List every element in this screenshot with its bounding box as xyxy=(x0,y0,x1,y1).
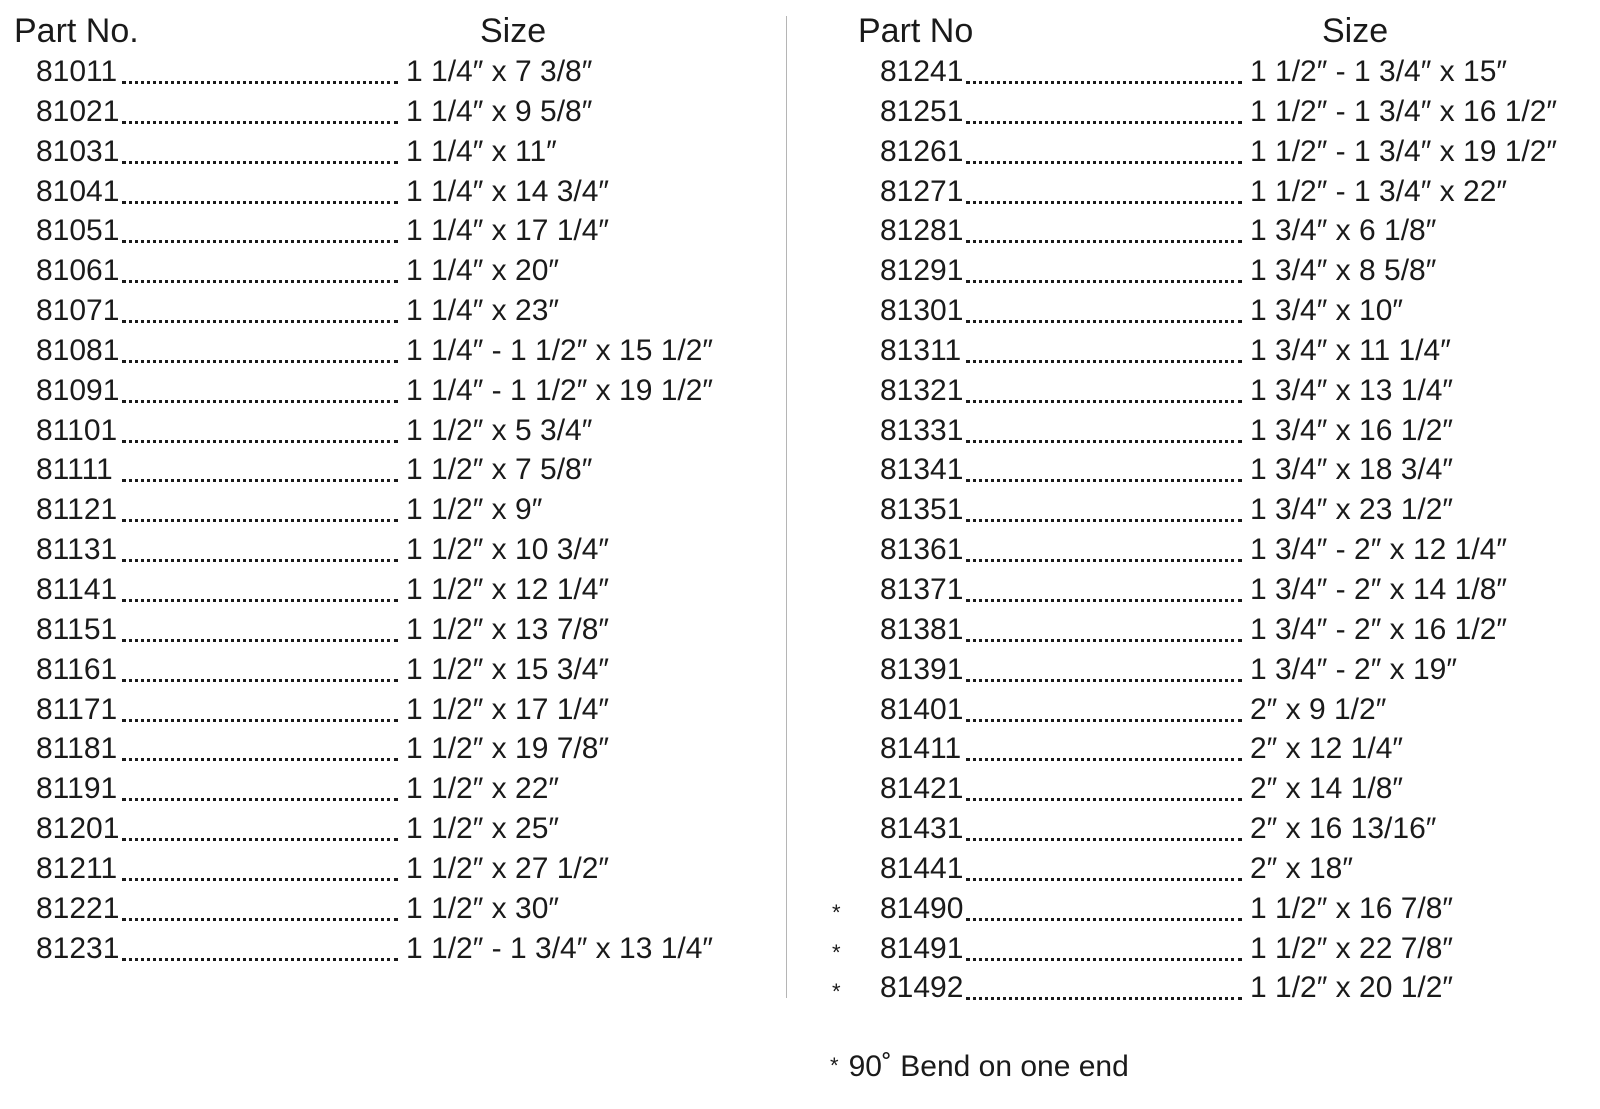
table-row xyxy=(0,650,780,690)
part-number: 81031 xyxy=(36,134,120,168)
part-number: 81301 xyxy=(880,294,964,328)
part-size: 1 3/4″ x 10″ xyxy=(1250,294,1404,328)
dot-leader xyxy=(966,320,1242,323)
part-number: 81321 xyxy=(880,373,964,407)
part-size: 1 1/4″ x 14 3/4″ xyxy=(406,174,610,208)
table-row xyxy=(0,889,780,929)
part-size: 2″ x 16 13/16″ xyxy=(1250,812,1437,846)
part-size: 1 1/2″ x 12 1/4″ xyxy=(406,572,610,606)
table-row xyxy=(0,610,780,650)
asterisk-icon: * xyxy=(830,1053,839,1078)
part-size: 1 1/4″ x 17 1/4″ xyxy=(406,214,610,248)
dot-leader xyxy=(122,280,398,283)
part-number: 81041 xyxy=(36,174,120,208)
part-number: 81421 xyxy=(880,772,964,806)
dot-leader xyxy=(122,758,398,761)
part-number: 81101 xyxy=(36,413,118,447)
table-row xyxy=(0,570,780,610)
part-size: 1 1/2″ x 22″ xyxy=(406,772,560,806)
part-size: 1 1/2″ x 27 1/2″ xyxy=(406,851,610,885)
part-size: 2″ x 14 1/8″ xyxy=(1250,772,1404,806)
column-divider xyxy=(786,16,787,998)
table-row xyxy=(832,849,1592,889)
table-row xyxy=(832,490,1592,530)
part-number: 81181 xyxy=(36,732,118,766)
dot-leader xyxy=(122,519,398,522)
table-row xyxy=(832,929,1592,969)
table-row xyxy=(0,450,780,490)
part-number: 81291 xyxy=(880,254,964,288)
part-number: 81361 xyxy=(880,533,964,567)
footnote-text: 90˚ Bend on one end xyxy=(848,1050,1129,1083)
part-number: 81490 xyxy=(880,891,964,925)
dot-leader xyxy=(122,838,398,841)
part-number: 81311 xyxy=(880,333,962,367)
part-size: 1 1/4″ x 20″ xyxy=(406,254,560,288)
table-row xyxy=(832,411,1592,451)
left-header xyxy=(0,0,780,56)
part-size: 1 1/4″ x 11″ xyxy=(406,134,557,168)
right-part-header: Part No xyxy=(858,12,974,50)
part-number: 81151 xyxy=(36,612,118,646)
asterisk-icon: * xyxy=(832,979,841,1005)
table-row xyxy=(832,769,1592,809)
part-number: 81091 xyxy=(36,373,120,407)
table-row xyxy=(832,251,1592,291)
part-size: 1 3/4″ - 2″ x 16 1/2″ xyxy=(1250,612,1508,646)
table-row xyxy=(832,809,1592,849)
dot-leader xyxy=(122,360,398,363)
dot-leader xyxy=(966,240,1242,243)
dot-leader xyxy=(966,798,1242,801)
part-number: 81431 xyxy=(880,812,964,846)
dot-leader xyxy=(122,918,398,921)
part-number: 81111 xyxy=(36,453,113,487)
dot-leader xyxy=(122,161,398,164)
table-row xyxy=(0,490,780,530)
table-row xyxy=(832,690,1592,730)
part-size: 1 1/2″ - 1 3/4″ x 15″ xyxy=(1250,55,1508,88)
left-column xyxy=(0,0,780,965)
table-row xyxy=(0,211,780,251)
dot-leader xyxy=(122,400,398,403)
part-number: 81331 xyxy=(880,413,964,447)
part-number: 81131 xyxy=(36,533,118,567)
dot-leader xyxy=(122,201,398,204)
part-number: 81211 xyxy=(36,851,118,885)
part-number: 81051 xyxy=(36,214,120,248)
dot-leader xyxy=(966,679,1242,682)
part-size: 1 3/4″ x 8 5/8″ xyxy=(1250,254,1437,288)
dot-leader xyxy=(966,838,1242,841)
part-number: 81121 xyxy=(36,493,118,527)
dot-leader xyxy=(966,918,1242,921)
table-row xyxy=(832,172,1592,212)
part-size: 1 1/2″ - 1 3/4″ x 19 1/2″ xyxy=(1250,134,1558,168)
dot-leader xyxy=(122,719,398,722)
part-number: 81141 xyxy=(36,572,118,606)
right-header xyxy=(832,0,1592,56)
table-row xyxy=(832,211,1592,251)
table-row xyxy=(832,570,1592,610)
part-number: 81281 xyxy=(880,214,964,248)
dot-leader xyxy=(122,798,398,801)
part-size: 1 1/4″ - 1 1/2″ x 15 1/2″ xyxy=(406,333,714,367)
table-row xyxy=(832,530,1592,570)
dot-leader xyxy=(122,479,398,482)
part-number: 81381 xyxy=(880,612,964,646)
table-row xyxy=(832,968,1592,1008)
part-number: 81491 xyxy=(880,931,964,965)
part-size: 2″ x 18″ xyxy=(1250,851,1353,885)
part-size: 1 1/2″ x 22 7/8″ xyxy=(1250,931,1454,965)
table-row xyxy=(0,929,780,969)
right-part-list xyxy=(832,52,1592,1008)
part-size: 1 3/4″ x 13 1/4″ xyxy=(1250,373,1454,407)
table-row xyxy=(0,251,780,291)
part-size: 1 1/2″ x 15 3/4″ xyxy=(406,652,610,686)
dot-leader xyxy=(966,121,1242,124)
dot-leader xyxy=(122,559,398,562)
right-size-header: Size xyxy=(1322,12,1389,50)
asterisk-icon: * xyxy=(832,899,841,925)
part-number: 81191 xyxy=(36,772,118,806)
part-size: 1 3/4″ x 6 1/8″ xyxy=(1250,214,1437,248)
part-number: 81241 xyxy=(880,55,964,88)
part-number: 81171 xyxy=(36,692,118,726)
table-row xyxy=(0,411,780,451)
table-row xyxy=(0,132,780,172)
part-size: 2″ x 9 1/2″ xyxy=(1250,692,1387,726)
table-row xyxy=(832,729,1592,769)
part-size: 1 1/2″ x 5 3/4″ xyxy=(406,413,593,447)
part-size: 1 3/4″ - 2″ x 14 1/8″ xyxy=(1250,572,1508,606)
table-row xyxy=(832,132,1592,172)
table-row xyxy=(0,172,780,212)
table-row xyxy=(832,52,1592,92)
part-number: 81391 xyxy=(880,652,964,686)
dot-leader xyxy=(966,958,1242,961)
dot-leader xyxy=(966,440,1242,443)
left-part-header: Part No. xyxy=(14,12,139,50)
table-row xyxy=(0,809,780,849)
table-row xyxy=(832,450,1592,490)
part-size: 1 1/4″ x 9 5/8″ xyxy=(406,94,593,128)
table-row xyxy=(0,92,780,132)
dot-leader xyxy=(122,320,398,323)
left-size-header: Size xyxy=(480,12,547,50)
table-row xyxy=(0,52,780,92)
dot-leader xyxy=(966,758,1242,761)
dot-leader xyxy=(122,599,398,602)
dot-leader xyxy=(122,958,398,961)
dot-leader xyxy=(966,280,1242,283)
part-number: 81221 xyxy=(36,891,120,925)
part-number: 81161 xyxy=(36,652,118,686)
part-size: 1 1/4″ x 23″ xyxy=(406,294,560,328)
part-size: 1 1/4″ x 7 3/8″ xyxy=(406,55,593,88)
table-row xyxy=(0,690,780,730)
footnote xyxy=(830,1050,1129,1084)
table-row xyxy=(832,331,1592,371)
table-row xyxy=(832,291,1592,331)
dot-leader xyxy=(966,719,1242,722)
part-number: 81441 xyxy=(880,851,964,885)
part-number: 81081 xyxy=(36,333,120,367)
part-size: 1 3/4″ x 23 1/2″ xyxy=(1250,493,1454,527)
part-size: 1 1/2″ x 20 1/2″ xyxy=(1250,971,1454,1005)
part-number: 81351 xyxy=(880,493,964,527)
dot-leader xyxy=(966,599,1242,602)
dot-leader xyxy=(966,997,1242,1000)
part-number: 81011 xyxy=(36,55,118,88)
part-size: 1 1/2″ x 30″ xyxy=(406,891,560,925)
dot-leader xyxy=(966,519,1242,522)
dot-leader xyxy=(966,81,1242,84)
part-size: 2″ x 12 1/4″ xyxy=(1250,732,1404,766)
table-row xyxy=(0,769,780,809)
table-row xyxy=(0,291,780,331)
part-size: 1 3/4″ x 18 3/4″ xyxy=(1250,453,1454,487)
part-size: 1 1/4″ - 1 1/2″ x 19 1/2″ xyxy=(406,373,714,407)
dot-leader xyxy=(122,81,398,84)
dot-leader xyxy=(966,360,1242,363)
part-size: 1 1/2″ x 9″ xyxy=(406,493,543,527)
table-row xyxy=(0,530,780,570)
part-number: 81061 xyxy=(36,254,120,288)
part-number: 81251 xyxy=(880,94,964,128)
part-number: 81492 xyxy=(880,971,964,1005)
dot-leader xyxy=(122,440,398,443)
table-row xyxy=(0,331,780,371)
dot-leader xyxy=(966,559,1242,562)
right-column xyxy=(832,0,1592,1005)
part-size: 1 1/2″ - 1 3/4″ x 13 1/4″ xyxy=(406,931,714,965)
table-row xyxy=(832,371,1592,411)
part-number: 81271 xyxy=(880,174,964,208)
part-number: 81371 xyxy=(880,572,964,606)
part-size: 1 3/4″ x 16 1/2″ xyxy=(1250,413,1454,447)
table-row xyxy=(832,92,1592,132)
part-number: 81341 xyxy=(880,453,964,487)
part-size: 1 3/4″ x 11 1/4″ xyxy=(1250,333,1451,367)
part-size: 1 1/2″ x 7 5/8″ xyxy=(406,453,593,487)
part-number: 81071 xyxy=(36,294,120,328)
dot-leader xyxy=(966,479,1242,482)
table-row xyxy=(832,610,1592,650)
dot-leader xyxy=(966,201,1242,204)
dot-leader xyxy=(122,679,398,682)
part-size: 1 1/2″ x 16 7/8″ xyxy=(1250,891,1454,925)
left-part-list xyxy=(0,52,780,968)
part-size: 1 3/4″ - 2″ x 19″ xyxy=(1250,652,1457,686)
dot-leader xyxy=(966,161,1242,164)
table-row xyxy=(0,849,780,889)
dot-leader xyxy=(966,400,1242,403)
dot-leader xyxy=(966,878,1242,881)
table-row xyxy=(832,650,1592,690)
part-size: 1 1/2″ x 17 1/4″ xyxy=(406,692,610,726)
part-size: 1 1/2″ x 25″ xyxy=(406,812,560,846)
part-size: 1 1/2″ x 19 7/8″ xyxy=(406,732,610,766)
part-number: 81231 xyxy=(36,931,120,965)
table-row xyxy=(0,729,780,769)
part-size: 1 1/2″ x 10 3/4″ xyxy=(406,533,610,567)
part-size: 1 1/2″ - 1 3/4″ x 16 1/2″ xyxy=(1250,94,1558,128)
dot-leader xyxy=(122,639,398,642)
table-row xyxy=(832,889,1592,929)
dot-leader xyxy=(966,639,1242,642)
part-number: 81401 xyxy=(880,692,964,726)
part-size: 1 1/2″ - 1 3/4″ x 22″ xyxy=(1250,174,1508,208)
part-size: 1 1/2″ x 13 7/8″ xyxy=(406,612,610,646)
part-number: 81411 xyxy=(880,732,962,766)
dot-leader xyxy=(122,878,398,881)
part-number: 81021 xyxy=(36,94,120,128)
part-number: 81201 xyxy=(36,812,120,846)
asterisk-icon: * xyxy=(832,939,841,965)
part-number: 81261 xyxy=(880,134,964,168)
dot-leader xyxy=(122,121,398,124)
part-size: 1 3/4″ - 2″ x 12 1/4″ xyxy=(1250,533,1508,567)
table-row xyxy=(0,371,780,411)
dot-leader xyxy=(122,240,398,243)
